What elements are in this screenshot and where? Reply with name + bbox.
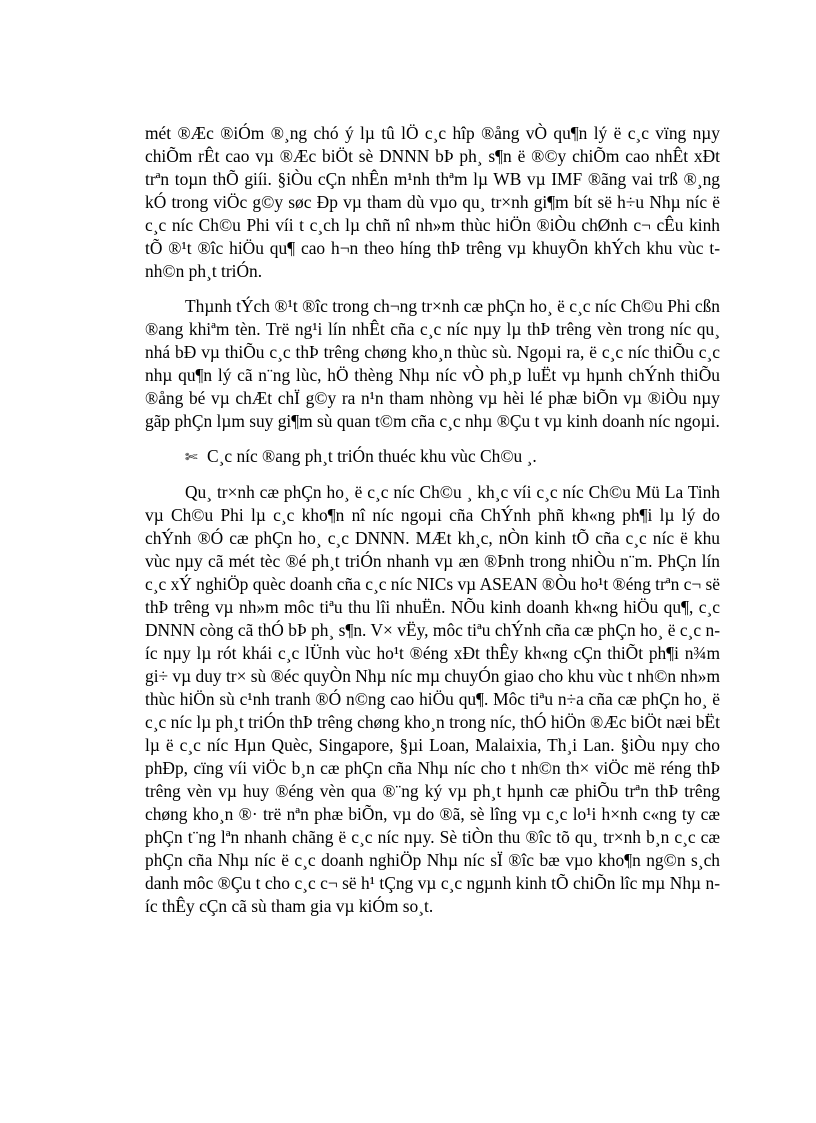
section-heading-text: C¸c níc ®ang ph¸t triÓn thuéc khu vùc Ch©u ¸. — [207, 446, 537, 466]
document-page — [145, 122, 720, 930]
scissors-icon: ✄ — [185, 448, 198, 466]
paragraph-1: mét ®Æc ®iÓm ®¸ng chó ý lµ tû lÖ c¸c hîp ®ång vÒ qu¶n lý ë c¸c vïng nµy chiÕm rÊt cao vµ ®Æc biÖt sè DNNN bÞ ph¸ s¶n ë ®©y chiÕm cao nhÊt xÐt trªn toµn thÕ giíi. §iÒu cÇn nhÊn m¹nh thªm lµ WB vµ IMF ®ãng vai trß ®¸ng kÓ trong viÖc g©y søc Ðp vµ tham dù vµo qu¸ tr×nh gi¶m bít së h÷u Nhµ níc ë c¸c níc Ch©u Phi víi t c¸ch lµ chñ nî nh»m thùc hiÖn ®iÒu chØnh c¬ cÊu kinh tÕ ®¹t ®îc hiÖu qu¶ cao h¬n theo híng thÞ trêng vµ khuyÕn khÝch khu vùc t nh©n ph¸t triÓn. — [145, 123, 720, 281]
paragraph-3: Qu¸ tr×nh cæ phÇn ho¸ ë c¸c níc Ch©u ¸ kh¸c víi c¸c níc Ch©u Mü La Tinh vµ Ch©u Phi lµ c¸c kho¶n nî níc ngoµi cña ChÝnh phñ kh«ng ph¶i lµ lý do chÝnh ®Ó cæ phÇn ho¸ c¸c DNNN. MÆt kh¸c, nÒn kinh tÕ cña c¸c níc ë khu vùc nµy cã mét tèc ®é ph¸t triÓn nhanh vµ æn ®Þnh trong nhiÒu n¨m. PhÇn lín c¸c xÝ nghiÖp quèc doanh cña c¸c níc NICs vµ ASEAN ®Òu ho¹t ®éng trªn c¬ së thÞ trêng vµ nh»m môc tiªu thu lîi nhuËn. NÕu kinh doanh kh«ng hiÖu qu¶, c¸c DNNN còng cã thÓ bÞ ph¸ s¶n. V× vËy, môc tiªu chÝnh cña cæ phÇn ho¸ ë c¸c níc nµy lµ rót khái c¸c lÜnh vùc ho¹t ®éng xÐt thÊy kh«ng cÇn thiÕt ph¶i n¾m gi÷ vµ duy tr× sù ®éc quyÒn Nhµ níc mµ chuyÓn giao cho khu vùc t nh©n nh»m thùc hiÖn sù c¹nh tranh ®Ó n©ng cao hiÖu qu¶. Môc tiªu n÷a cña cæ phÇn ho¸ ë c¸c níc lµ ph¸t triÓn thÞ trêng chøng kho¸n trong níc, thÓ hiÖn ®Æc biÖt næi bËt lµ ë c¸c níc Hµn Quèc, Singapore, §µi Loan, Malaixia, Th¸i Lan. §iÒu nµy cho phÐp, cïng víi viÖc b¸n cæ phÇn cña Nhµ níc cho t nh©n th× viÖc më réng thÞ trêng vèn vµ huy ®éng vèn qua ®¨ng ký vµ ph¸t hµnh cæ phiÕu trªn thÞ trêng chøng kho¸n ®· trë nªn phæ biÕn, vµ do ®ã, sè lîng vµ c¸c lo¹i h×nh c«ng ty cæ phÇn t¨ng lªn nhanh chãng ë c¸c níc nµy. Sè tiÒn thu ®îc tõ qu¸ tr×nh b¸n c¸c cæ phÇn cña Nhµ níc ë c¸c doanh nghiÖp Nhµ níc sÏ ®îc bæ vµo kho¶n ng©n s¸ch danh môc ®Çu t cho c¸c c¬ së h¹ tÇng vµ c¸c ngµnh kinh tÕ chiÕn lîc mµ Nhµ níc thÊy cÇn cã sù tham gia vµ kiÓm so¸t. — [145, 482, 720, 916]
section-heading — [145, 445, 720, 469]
paragraph-2: Thµnh tÝch ®¹t ®îc trong ch¬ng tr×nh cæ phÇn ho¸ ë c¸c níc Ch©u Phi cßn ®ang khiªm tèn. Trë ng¹i lín nhÊt cña c¸c níc nµy lµ thÞ trêng vèn trong níc qu¸ nhá bÐ vµ thiÕu c¸c thÞ trêng chøng kho¸n thùc sù. Ngoµi ra, ë c¸c níc thiÕu c¸c nhµ qu¶n lý cã n¨ng lùc, hÖ thèng Nhµ níc vÒ ph¸p luËt vµ hµnh chÝnh thiÕu ®ång bé vµ chÆt chÏ g©y ra n¹n tham nhòng vµ hèi lé phæ biÕn vµ ®iÒu nµy gãp phÇn lµm suy gi¶m sù quan t©m cña c¸c nhµ ®Çu t vµ kinh doanh níc ngoµi. — [145, 296, 720, 431]
